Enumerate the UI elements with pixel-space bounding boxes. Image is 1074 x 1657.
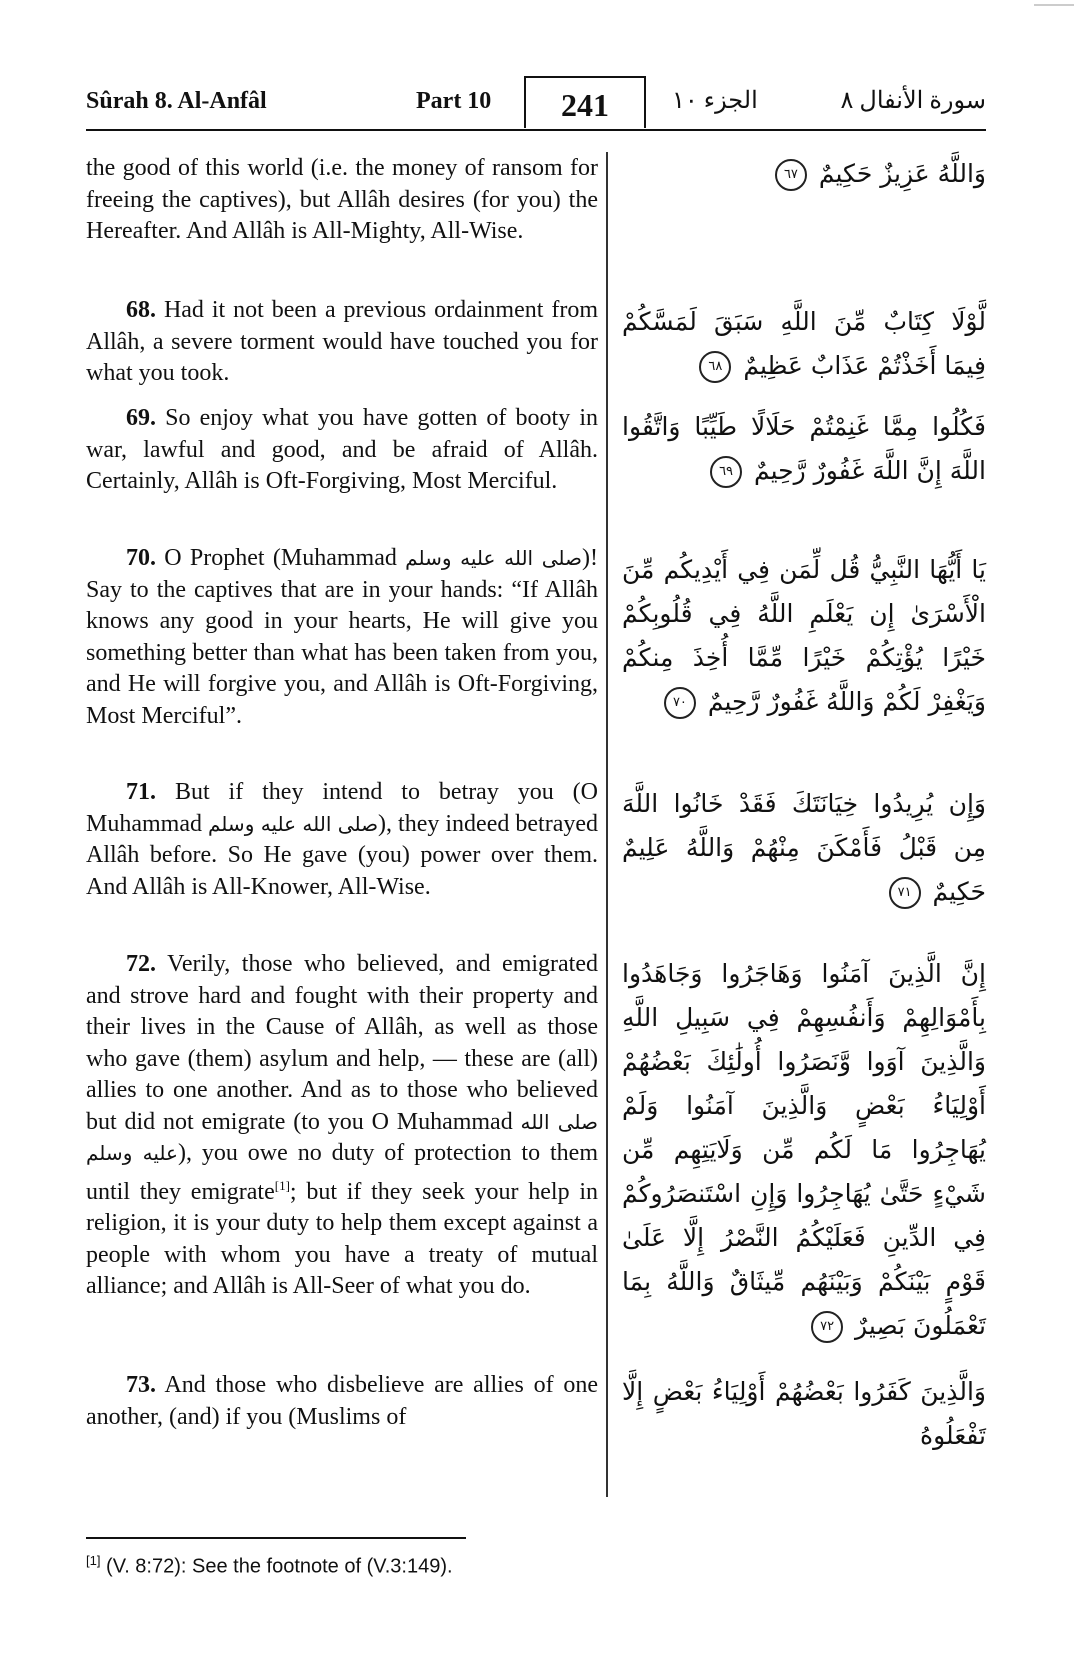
arabic-verse-67-end (622, 152, 986, 196)
arabic-verse-69 (622, 405, 986, 493)
footnote-marker: [1] (86, 1553, 101, 1568)
english-verse-68 (86, 295, 598, 390)
arabic-verse-68 (622, 300, 986, 388)
arabic-text: وَالَّذِينَ كَفَرُوا بَعْضُهُمْ أَوْلِيَاءُ بَعْضٍ إِلَّا تَفْعَلُوهُ (622, 1377, 986, 1450)
header-rule (86, 129, 986, 131)
part-label-english: Part 10 (416, 88, 492, 114)
arabic-verse-70 (622, 548, 986, 724)
page-number: 241 (524, 76, 646, 128)
arabic-text: فَكُلُوا مِمَّا غَنِمْتُمْ حَلَالًا طَيِّبًا وَاتَّقُوا اللَّهَ إِنَّ اللَّهَ غَفُورٌ رَّحِيمٌ (622, 412, 986, 485)
ayah-end-marker: ٦٧ (775, 159, 807, 191)
surah-title-arabic: سورة الأنفال ٨ (840, 88, 986, 114)
ayah-end-marker: ٧٢ (811, 1311, 843, 1343)
column-divider (606, 152, 608, 1497)
verse-text-end: ), they indeed betrayed Allâh before. So He gave (you) power over them. And Allâh is All-Knower, All-Wise. (86, 810, 598, 900)
verse-text: And those who disbelieve are allies of one another, (and) if you (Muslims of (86, 1372, 598, 1430)
arabic-text: إِنَّ الَّذِينَ آمَنُوا وَهَاجَرُوا وَجَاهَدُوا بِأَمْوَالِهِمْ وَأَنفُسِهِمْ فِي سَبِيلِ اللَّهِ وَالَّذِينَ آوَوا وَّنَصَرُوا أُولَٰئِكَ بَعْضُهُمْ أَوْلِيَاءُ بَعْضٍ وَالَّذِينَ آمَنُوا وَلَمْ يُهَاجِرُوا مَا لَكُم مِّن وَلَايَتِهِم مِّن شَيْءٍ حَتَّىٰ يُهَاجِرُوا وَإِنِ اسْتَنصَرُوكُمْ فِي الدِّينِ فَعَلَيْكُمُ النَّصْرُ إِلَّا عَلَىٰ قَوْمٍ بَيْنَكُمْ وَبَيْنَهُم مِّيثَاقٌ وَاللَّهُ بِمَا تَعْمَلُونَ بَصِيرٌ (622, 959, 986, 1340)
salawat-inline: صلى الله عليه وسلم (405, 546, 583, 570)
arabic-text: وَاللَّهُ عَزِيزٌ حَكِيمٌ (818, 159, 986, 188)
part-label-arabic: الجزء ١٠ (672, 88, 758, 114)
ayah-end-marker: ٦٨ (699, 351, 731, 383)
english-intro (86, 153, 598, 248)
ayah-end-marker: ٧١ (889, 877, 921, 909)
verse-number: 69. (126, 405, 156, 431)
arabic-text: يَا أَيُّهَا النَّبِيُّ قُل لِّمَن فِي أَيْدِيكُم مِّنَ الْأَسْرَىٰ إِن يَعْلَمِ اللَّهُ فِي قُلُوبِكُمْ خَيْرًا يُؤْتِكُمْ خَيْرًا مِّمَّا أُخِذَ مِنكُمْ وَيَغْفِرْ لَكُمْ وَاللَّهُ غَفُورٌ رَّحِيمٌ (622, 555, 986, 716)
arabic-text: وَإِن يُرِيدُوا خِيَانَتَكَ فَقَدْ خَانُوا اللَّهَ مِن قَبْلُ فَأَمْكَنَ مِنْهُمْ وَاللَّهُ عَلِيمٌ حَكِيمٌ (622, 789, 986, 906)
salawat-inline: صلى الله عليه وسلم (208, 811, 379, 836)
verse-number: 71. (126, 779, 156, 805)
english-verse-72 (86, 949, 598, 1303)
verse-text-start: O Prophet (Muhammad (164, 545, 397, 571)
footnote-rule (86, 1537, 466, 1539)
verse-text: Had it not been a previous ordainment from Allâh, a severe torment would have touched you for what you took. (86, 297, 598, 386)
verse-text-start: But if they intend to betray you (O Muhammad (86, 779, 599, 837)
ayah-end-marker: ٧٠ (664, 687, 696, 719)
verse-number: 68. (126, 297, 156, 323)
corner-mark (1034, 4, 1074, 6)
english-verse-70 (86, 543, 598, 732)
intro-text: the good of this world (i.e. the money of ransom for freeing the captives), but Allâh desires (for you) the Hereafter. And Allâh is All-Mighty, All-Wise. (86, 155, 598, 244)
verse-text-mid: ), you owe no duty of protection to them until they emigrate (86, 1140, 598, 1205)
footnote-reference[interactable]: [1] (274, 1177, 290, 1193)
english-verse-73 (86, 1370, 598, 1433)
verse-text-end: ; but if they seek your help in religion, it is your duty to help them except against a people with whom you have a treaty of mutual alliance; and Allâh is All-Seer of what you do. (86, 1178, 598, 1299)
ayah-end-marker: ٦٩ (710, 456, 742, 488)
english-verse-69 (86, 403, 598, 498)
verse-number: 73. (126, 1372, 156, 1398)
verse-number: 70. (126, 545, 156, 571)
arabic-text: لَّوْلَا كِتَابٌ مِّنَ اللَّهِ سَبَقَ لَمَسَّكُمْ فِيمَا أَخَذْتُمْ عَذَابٌ عَظِيمٌ (622, 307, 986, 380)
arabic-verse-73-start (622, 1370, 986, 1458)
salawat-inline: صلى الله عليه وسلم (86, 1109, 598, 1165)
arabic-verse-71 (622, 782, 986, 914)
footnote (86, 1553, 453, 1579)
verse-text: So enjoy what you have gotten of booty in war, lawful and good, and be afraid of Allâh. Certainly, Allâh is Oft-Forgiving, Most Merciful. (86, 405, 598, 494)
verse-text-start: Verily, those who believed, and emigrated and strove hard and fought with their property and their lives in the Cause of Allâh, as well as those who gave (them) asylum and help, — these are (all) allies to one another. And as to those who believed but did not emigrate (to you O Muhammad (86, 951, 598, 1135)
arabic-verse-72 (622, 952, 986, 1348)
surah-title-english: Sûrah 8. Al-Anfâl (86, 88, 267, 114)
footnote-text: (V. 8:72): See the footnote of (V.3:149). (106, 1555, 453, 1578)
page-header (86, 78, 986, 128)
verse-number: 72. (126, 951, 156, 977)
english-verse-71 (86, 777, 598, 903)
verse-text-end: )! Say to the captives that are in your hands: “If Allâh knows any good in your hearts, He will give you something better than what has been taken from you, and He will forgive you, and Allâh is Oft-Forgiving, Most Merciful”. (86, 545, 599, 729)
